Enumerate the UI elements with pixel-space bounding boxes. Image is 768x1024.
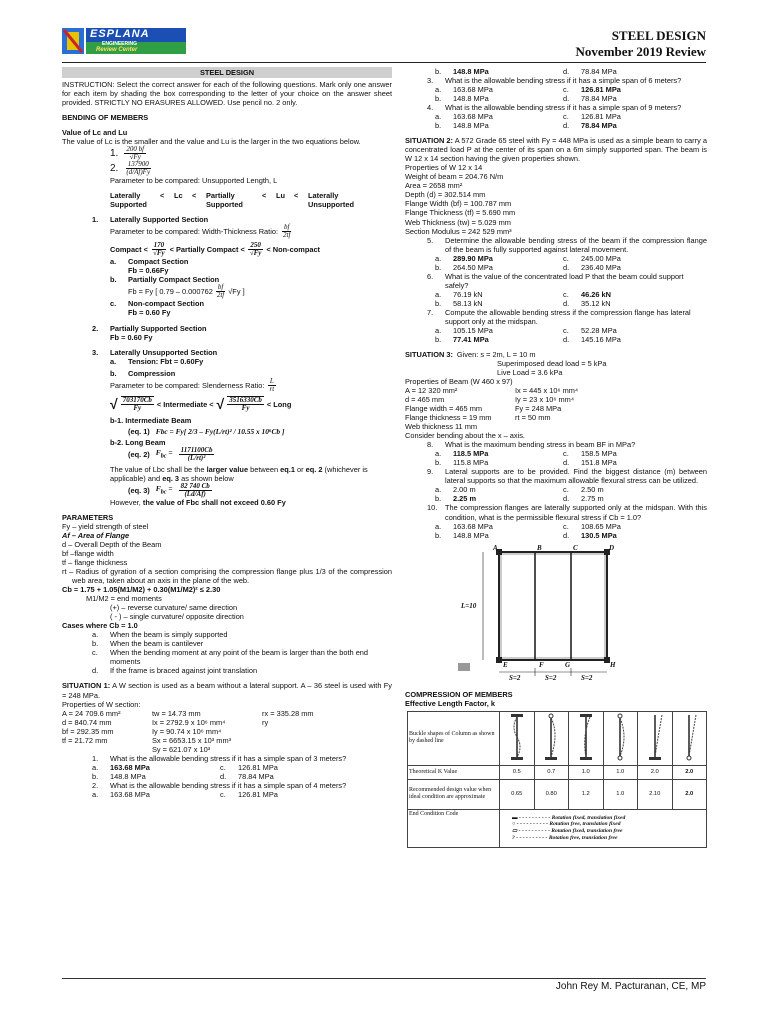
- end-condition-code: ▬ - - - - - - - - - - Rotation fixed, translation fixed: [512, 814, 626, 821]
- q2-options: a. 163.68 MPa c. 126.81 MPa: [92, 789, 278, 799]
- bending-title: BENDING OF MEMBERS: [62, 113, 149, 123]
- however-note: However, the value of Fbc shall not exceed 0.60 Fy: [110, 497, 286, 507]
- column-shape-icon: [500, 711, 535, 765]
- joint-label: B: [537, 543, 542, 552]
- k-value: 1.0: [603, 779, 638, 809]
- compression-item: b. Compression: [110, 368, 176, 378]
- sit3-live-load: Live Load = 3.6 kPa: [497, 368, 563, 377]
- long-beam-equation: (eq. 2) $F_{bc}$ = $\frac{1171100Cb}{\text{(L/rt)²}}$: [128, 445, 213, 462]
- q8-options: a. 118.5 MPa c. 158.5 MPa b. 115.8 MPa d. 151.8 MPa: [435, 449, 617, 468]
- sit1-props-row: bf = 292.35 mm Iy = 90.74 x 10⁶ mm⁴: [62, 726, 222, 736]
- question-1: 1. What is the allowable bending stress if it has a simple span of 3 meters?: [92, 753, 347, 763]
- tension-item: a. Tension: Fbt = 0.60Fy: [110, 356, 204, 366]
- spacing-label: S=2: [509, 673, 521, 682]
- q9-options: a. 2.00 m c. 2.50 m b. 2.25 m d. 2.75 m: [435, 485, 604, 504]
- cases-title: Cases where Cb = 1.0: [62, 621, 138, 631]
- situation-3: SITUATION 3: Given: s = 2m, L = 10 m: [405, 349, 536, 359]
- column-shape-icon: [603, 711, 638, 765]
- logo-name: ESPLANA: [90, 28, 150, 40]
- compact-section: a. Compact Section: [110, 257, 189, 267]
- k-value: 1.0: [603, 765, 638, 779]
- lbc-note: The value of Lbc shall be the larger value between eq.1 or eq. 2 (whichever is applicable) and eq. 3 as shown below: [110, 464, 368, 483]
- slenderness-param: Parameter to be compared: Slenderness Ratio: $\frac{L}{rt}$: [110, 376, 275, 393]
- q6-options: a. 76.19 kN c. 46.26 kN b. 58.13 kN d. 35.12 kN: [435, 289, 611, 308]
- sit2-prop: Section Modulus = 242 529 mm³: [405, 226, 512, 236]
- q4-options: a. 163.68 MPa c. 126.81 MPa b. 148.8 MPa d. 78.84 MPa: [435, 112, 621, 131]
- sit1-props-title: Properties of W section:: [62, 699, 141, 709]
- footer-divider: [62, 978, 706, 979]
- eq3: (eq. 3) $F_{bc}$ = $\frac{82 740 Cb}{(Ld/Af)}$: [128, 481, 210, 498]
- equation-1: 1. $\frac{200 bf}{√Fy}$: [110, 145, 145, 162]
- joint-label: F: [539, 660, 544, 669]
- buckle-shapes-label: Buckle shapes of Column as shown by dashed line: [408, 711, 500, 765]
- k-value: 0.65: [500, 779, 535, 809]
- situation-1: SITUATION 1: A W section is used as a beam without a lateral support. A – 36 steel is used with Fy = 248 MPa.: [62, 681, 392, 700]
- k-value: 0.5: [500, 765, 535, 779]
- joint-label: A: [493, 543, 498, 552]
- page-subtitle: November 2019 Review: [575, 43, 706, 59]
- param-d: d – Overall Depth of the Beam: [62, 540, 162, 550]
- long-beam-title: b-2. Long Beam: [110, 437, 166, 447]
- column-shape-icon: [672, 711, 707, 765]
- q2-options-cont: b. 148.8 MPa d. 78.84 MPa: [435, 67, 617, 76]
- partially-supported-heading: 2. Partially Supported Section: [92, 323, 207, 333]
- end-condition-code: ? - - - - - - - - - - Rotation free, translation free: [512, 835, 618, 842]
- header-titles: [576, 28, 706, 59]
- question-9: 9. Lateral supports are to be provided. Find the biggest distance (m) between lateral supports so that the maximum allowable flexural stress can be utilized.: [427, 467, 707, 486]
- column-shape-icon: [569, 711, 604, 765]
- case-item: d. If the frame is braced against joint translation: [92, 666, 258, 676]
- sit3-props-title: Properties of Beam (W 460 x 97): [405, 377, 513, 387]
- lc-lu-title: Value of Lc and Lu: [62, 128, 128, 138]
- length-comparison: Laterally < Lc < Partially < Lu < Laterally Supported Supported Unsupported: [110, 191, 354, 210]
- sit2-prop: Weight of beam = 204.76 N/m: [405, 172, 504, 182]
- k-value: 1.2: [569, 779, 604, 809]
- effective-length-title: Effective Length Factor, k: [405, 698, 495, 708]
- q1-options: a. 163.68 MPa c. 126.81 MPa b. 148.8 MPa d. 78.84 MPa: [92, 762, 278, 781]
- partially-compact-formula: Fb = Fy [ 0.79 – 0.000762 $\frac{bf}{2tf}$ √Fy ]: [128, 283, 245, 300]
- logo-sub2: Review Center: [96, 47, 138, 53]
- q5-options: a. 289.90 MPa c. 245.00 MPa b. 264.50 MPa d. 236.40 MPa: [435, 253, 621, 272]
- sit2-prop: Properties of W 12 x 14: [405, 163, 483, 173]
- sit1-props-row: tf = 21.72 mm Sx = 6653.15 x 10³ mm³: [62, 735, 232, 745]
- param-m1m2: M1/M2 = end moments: [86, 594, 162, 604]
- k-value: 0.80: [534, 779, 569, 809]
- left-column: [62, 67, 392, 799]
- partially-compact-section: b. Partially Compact Section: [110, 275, 220, 285]
- question-6: 6. What is the value of the concentrated load P that the beam could support safely?: [427, 271, 684, 290]
- compact-classification: Compact < $\frac{170}{√Fy}$ < Partially Compact < $\frac{250}{√Fy}$ < Non-compact: [110, 241, 321, 258]
- spacing-label: S=2: [545, 673, 557, 682]
- joint-label: H: [610, 660, 616, 669]
- case-item: c. When the bending moment at any point of the beam is larger than the both end moments: [92, 648, 369, 667]
- sit1-props-row: d = 840.74 mm Ix = 2792.9 x 10⁶ mm⁴ ry: [62, 717, 269, 727]
- sit3-props-row: A = 12 320 mm² Ix = 445 x 10⁶ mm⁴: [405, 386, 579, 396]
- header-divider: [62, 62, 706, 63]
- intermediate-beam-title: b-1. Intermediate Beam: [110, 415, 192, 425]
- param-cb: Cb = 1.75 + 1.05(M1/M2) + 0.30(M1/M2)² ≤ 2.30: [62, 585, 221, 595]
- question-4: 4. What is the allowable bending stress if it has a simple span of 9 meters?: [427, 103, 682, 113]
- span-length-label: L=10: [461, 601, 477, 610]
- sit1-props-row: A = 24 709.6 mm² tw = 14.73 mm rx = 335.28 mm: [62, 708, 314, 718]
- compact-formula: Fb = 0.66Fy: [128, 266, 169, 276]
- sit2-prop: Flange Thickness (tf) = 5.690 mm: [405, 208, 516, 218]
- sit1-props-row: Sy = 621.07 x 10³: [152, 744, 211, 754]
- k-value: 2.0: [672, 779, 707, 809]
- spacing-label: S=2: [581, 673, 593, 682]
- non-compact-formula: Fb = 0.60 Fy: [128, 308, 171, 318]
- sit3-props-row: Web thickness 11 mm: [405, 422, 478, 432]
- param-reverse: (+) – reverse curvature/ same direction: [110, 603, 238, 613]
- param-unsupported: Parameter to be compared: Unsupported Length, L: [110, 176, 278, 186]
- parameters-title: PARAMETERS: [62, 512, 114, 522]
- question-5: 5. Determine the allowable bending stress of the beam if the compression flange of the beam is fully supported against lateral movement.: [427, 235, 707, 254]
- param-tf: tf – flange thickness: [62, 558, 128, 568]
- recommended-k-label: Recommended design value when ideal condition are approximate: [408, 779, 500, 809]
- case-item: b. When the beam is cantilever: [92, 639, 204, 649]
- compression-title: COMPRESSION OF MEMBERS: [405, 689, 513, 699]
- param-af: Af – Area of Flange: [62, 530, 130, 540]
- param-single: ( - ) – single curvature/ opposite direction: [110, 612, 244, 622]
- equation-2: 2. $\frac{137900}{(d/Af)Fy}$: [110, 160, 151, 177]
- q3-options: a. 163.68 MPa c. 126.81 MPa b. 148.8 MPa d. 78.84 MPa: [435, 85, 621, 104]
- question-2: 2. What is the allowable bending stress if it has a simple span of 4 meters?: [92, 780, 347, 790]
- slenderness-classification: √ $\frac{703170Cb}{Fy}$ < Intermediate < √ $\frac{3516330Cb}{Fy}$ < Long: [110, 395, 292, 413]
- question-7: 7. Compute the allowable bending stress if the compression flange has lateral support only at the midspan.: [427, 307, 691, 326]
- q7-options: a. 105.15 MPa c. 52.28 MPa b. 77.41 MPa d. 145.16 MPa: [435, 325, 621, 344]
- question-3: 3. What is the allowable bending stress if it has a simple span of 6 meters?: [427, 76, 682, 86]
- q10-options: a. 163.68 MPa c. 108.65 MPa b. 148.8 MPa d. 130.5 MPa: [435, 521, 621, 540]
- effective-length-table: [407, 711, 707, 848]
- sit3-props-row: Flange thickness = 19 mm rt = 50 mm: [405, 413, 551, 423]
- theoretical-k-label: Theoretical K Value: [408, 765, 500, 779]
- logo-sub1: ENGINEERING: [102, 41, 138, 47]
- sit2-prop: Flange Width (bf) = 100.787 mm: [405, 199, 512, 209]
- footer-author: John Rey M. Pacturanan, CE, MP: [555, 981, 706, 992]
- question-8: 8. What is the maximum bending stress in beam BF in MPa?: [427, 440, 636, 450]
- situation-2: SITUATION 2: A 572 Grade 65 steel with Fy = 448 MPa is used as a simple beam to carry a concentrated load P at the center of its span on a 6m simply supported span. The beam is W 12 x 14 section having the given properties shown.: [405, 136, 708, 164]
- end-condition-code: ▭ - - - - - - - - - - Rotation fixed, translation free: [512, 828, 623, 835]
- joint-label: C: [573, 543, 578, 552]
- column-shape-icon: [534, 711, 569, 765]
- non-compact-section: c. Non-compact Section: [110, 299, 204, 309]
- k-value: 1.0: [569, 765, 604, 779]
- end-condition-code: ○ - - - - - - - - - - Rotation free, translation fixed: [512, 821, 621, 828]
- case-item: a. When the beam is simply supported: [92, 630, 228, 640]
- joint-label: G: [565, 660, 571, 669]
- k-value: 2.10: [638, 779, 673, 809]
- sit3-props-row: Flange width = 465 mm Fy = 248 MPa: [405, 404, 562, 414]
- laterally-supported-heading: 1. Laterally Supported Section: [92, 215, 209, 225]
- sit2-prop: Web Thickness (tw) = 5.029 mm: [405, 217, 511, 227]
- partially-supported-formula: Fb = 0.60 Fy: [110, 332, 153, 342]
- sit2-prop: Area = 2658 mm²: [405, 181, 463, 191]
- section-title-bar: STEEL DESIGN: [62, 67, 392, 78]
- joint-label: D: [609, 543, 615, 552]
- right-column: [405, 67, 707, 848]
- param-rt: rt – Radius of gyration of a section comprising the compression flange plus 1/3 of the compression web area, taken about an axis in the plane of the web.: [62, 567, 392, 586]
- param-fy: Fy – yield strength of steel: [62, 521, 149, 531]
- sit2-prop: Depth (d) = 302.514 mm: [405, 190, 486, 200]
- page-title: STEEL DESIGN: [611, 28, 706, 43]
- instruction-text: INSTRUCTION: Select the correct answer for each of the following questions. Mark only one answer for each item by shading the box corresponding to the letter of your choice on the answer sheet provided. STRICTLY NO ERASURES ALLOWED. Use pencil no. 2 only.: [62, 80, 392, 108]
- lc-lu-text: The value of Lc is the smaller and the value and Lu is the larger in the two equations below.: [62, 137, 361, 147]
- k-value: 2.0: [638, 765, 673, 779]
- question-10: 10. The compression flanges are laterally supported only at the midspan. With this condition, what is the permissible flexural stress if Cb = 1.0?: [427, 503, 707, 522]
- sit3-consider: Consider bending about the x – axis.: [405, 431, 525, 441]
- beam-framing-figure: [453, 544, 643, 686]
- k-value: 2.0: [672, 765, 707, 779]
- joint-label: E: [503, 660, 508, 669]
- sit3-dead-load: Superimposed dead load = 5 kPa: [497, 358, 607, 368]
- intermediate-beam-equation: (eq. 1) Fbc = Fy[ 2/3 – Fy(L/rt)² / 10.55 x 10⁶Cb ]: [128, 426, 285, 436]
- param-bf: bf –flange width: [62, 549, 114, 559]
- k-value: 0.7: [534, 765, 569, 779]
- column-shape-icon: [638, 711, 673, 765]
- end-condition-label: End Condition Code: [408, 809, 500, 847]
- sit3-props-row: d = 465 mm Iy = 23 x 10⁶ mm⁴: [405, 395, 574, 405]
- esplana-logo: [62, 24, 194, 58]
- laterally-unsupported-heading: 3. Laterally Unsupported Section: [92, 347, 218, 357]
- width-thickness-param: Parameter to be compared: Width-Thickness Ratio: $\frac{bf}{2tf}$: [110, 223, 291, 240]
